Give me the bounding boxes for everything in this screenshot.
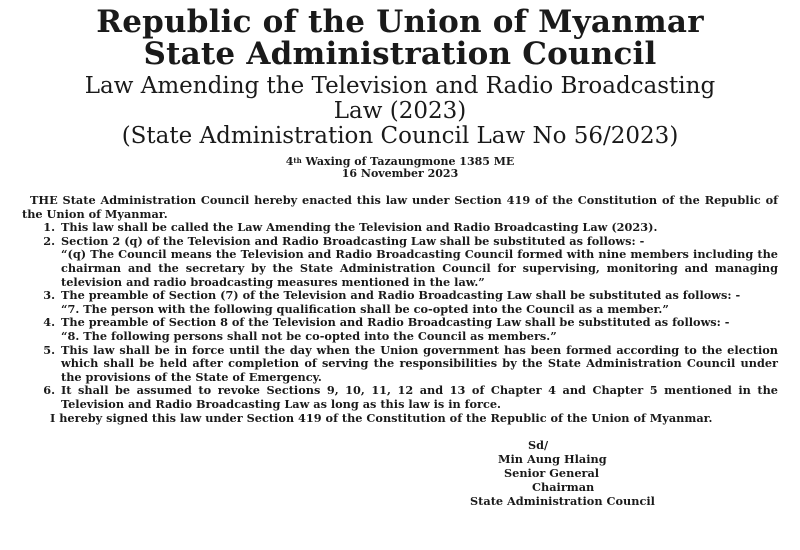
section-item: 4. The preamble of Section 8 of the Television and Radio Broadcasting Law shall be substituted as follows: - “8. The following persons shall not be co-opted into the Council as members.”: [59, 316, 778, 343]
section-item: 2. Section 2 (q) of the Television and Radio Broadcasting Law shall be substituted as follows: - “(q) The Council means the Television and Radio Broadcasting Council formed with nine members including the chairman and the secretary by the State Administration Council for supervising, monitoring and managing television and radio broadcasting measures mentioned in the law.”: [59, 235, 778, 289]
enactment-paragraph: THE State Administration Council hereby enacted this law under Section 419 of the Constitution of the Republic of the Union of Myanmar.: [22, 193, 778, 221]
signatory-position: Chairman: [532, 480, 595, 495]
council-heading: State Administration Council: [143, 36, 657, 72]
section-item: 6. It shall be assumed to revoke Sections 9, 10, 11, 12 and 13 of Chapter 4 and Chapter 5 mentioned in the Television and Radio Broadcasting Law as long as this law is in force.: [59, 384, 778, 411]
signatory-office: State Administration Council: [470, 494, 655, 509]
gregorian-date: 16 November 2023: [341, 167, 459, 180]
signature-block: [470, 438, 778, 508]
section-quote: “(q) The Council means the Television and Radio Broadcasting Council formed with nine members including the chairman and the secretary by the State Administration Council for supervising, monitoring and managing television and radio broadcasting measures mentioned in the law.”: [61, 247, 778, 289]
signed-mark: Sd/: [528, 438, 549, 453]
myanmar-date: 4th Waxing of Tazaungmone 1385 ME: [285, 155, 515, 168]
country-heading: Republic of the Union of Myanmar: [96, 4, 704, 40]
signatory-name: Min Aung Hlaing: [498, 452, 607, 467]
section-item: 1. This law shall be called the Law Amending the Television and Radio Broadcasting Law (2023).: [59, 221, 778, 235]
section-quote: “8. The following persons shall not be co-opted into the Council as members.”: [61, 328, 557, 343]
sections-list: [22, 221, 778, 411]
law-title-line2: Law (2023): [333, 98, 467, 124]
section-item: 5. This law shall be in force until the day when the Union government has been formed according to the election which shall be held after completion of serving the responsibilities by the State Administration Council under the provisions of the State of Emergency.: [59, 344, 778, 385]
law-title-line1: Law Amending the Television and Radio Broadcasting: [84, 73, 716, 99]
law-number: (State Administration Council Law No 56/2023): [121, 123, 679, 149]
section-item: 3. The preamble of Section (7) of the Television and Radio Broadcasting Law shall be substituted as follows: - “7. The person with the following qualification shall be co-opted into the Council as a member.”: [59, 289, 778, 316]
section-quote: “7. The person with the following qualification shall be co-opted into the Council as a member.”: [61, 301, 669, 316]
law-body: [22, 194, 778, 425]
closing-paragraph: I hereby signed this law under Section 419 of the Constitution of the Republic of the Union of Myanmar.: [50, 410, 713, 425]
signatory-rank: Senior General: [504, 466, 600, 481]
